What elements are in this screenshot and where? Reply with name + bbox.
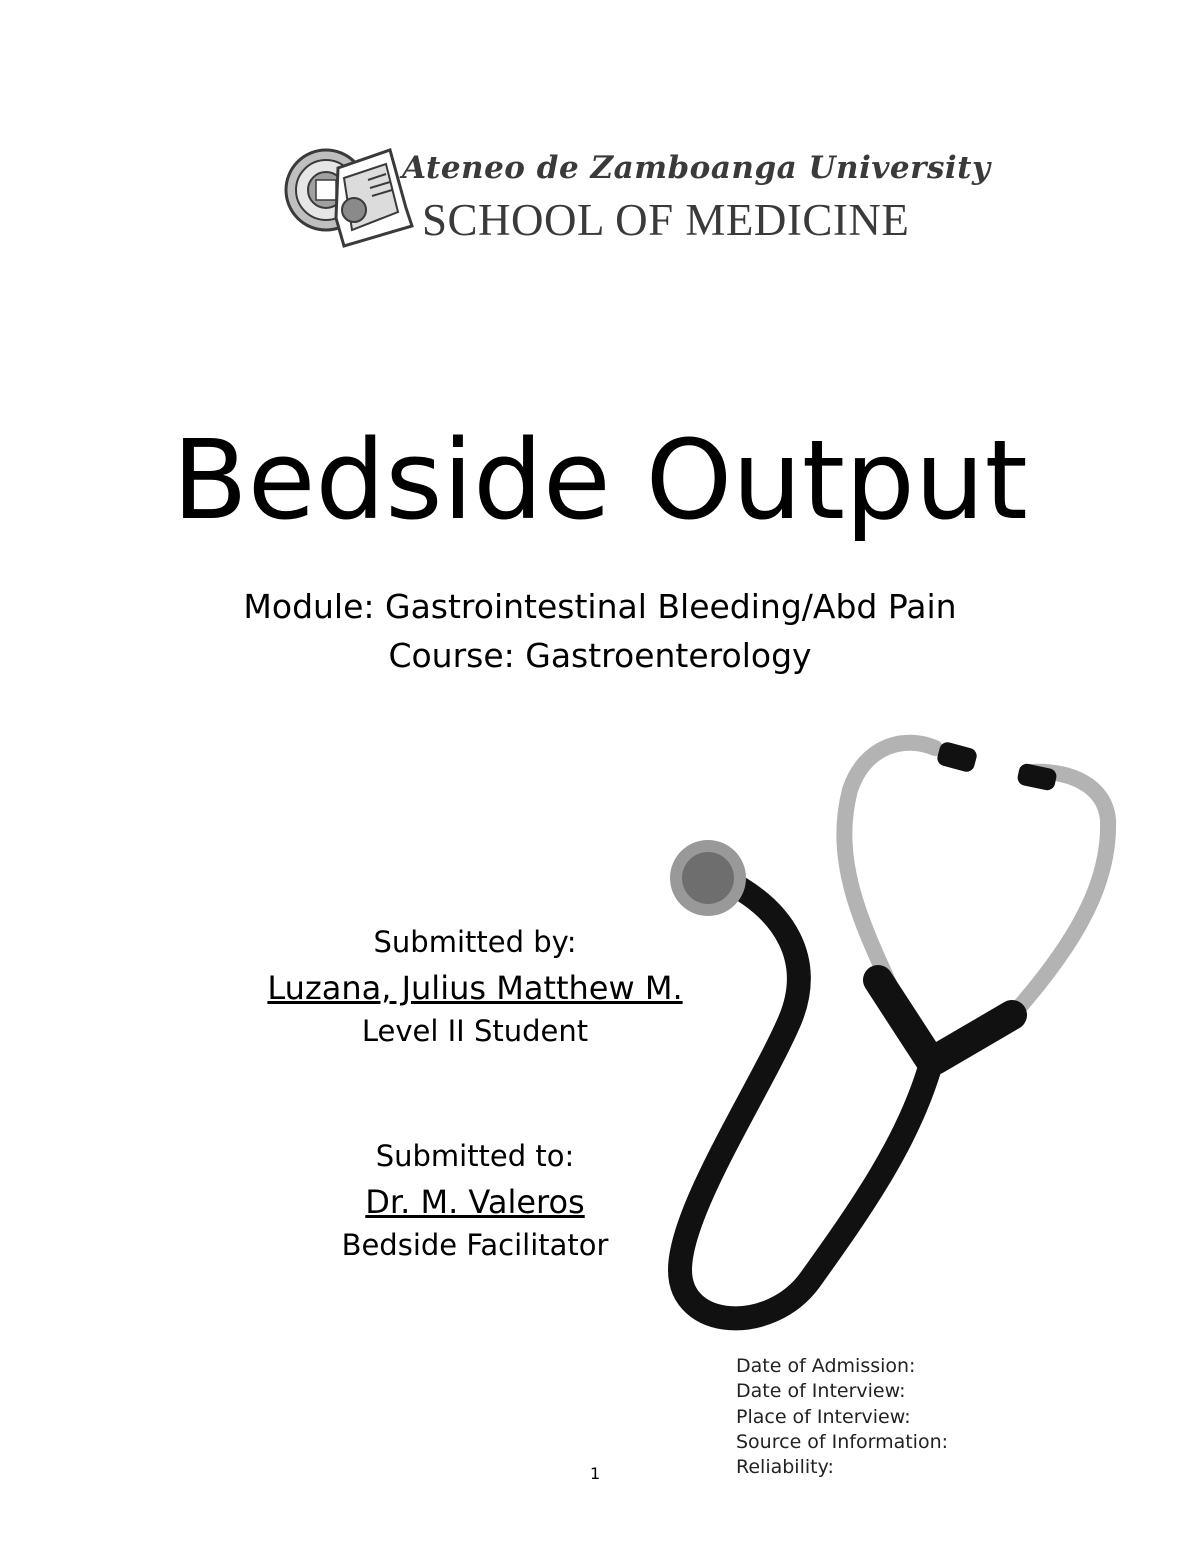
university-name: Ateneo de Zamboanga University	[402, 150, 991, 186]
place-of-interview-label: Place of Interview:	[736, 1405, 911, 1428]
module-line: Module: Gastrointestinal Bleeding/Abd Pain	[243, 587, 957, 626]
stethoscope-icon	[560, 690, 1160, 1410]
date-of-interview-label: Date of Interview:	[736, 1380, 906, 1403]
submitted-to-label: Submitted to:	[375, 1139, 575, 1173]
submitted-by-label: Submitted by:	[373, 925, 577, 959]
submitted-by-name: Luzana, Julius Matthew M.	[267, 969, 683, 1007]
patient-info-fields	[736, 1354, 948, 1480]
page-number: 1	[590, 1464, 601, 1483]
submitted-to-name: Dr. M. Valeros	[365, 1183, 585, 1221]
date-of-admission-label: Date of Admission:	[736, 1355, 916, 1377]
submitted-by-role: Level II Student	[361, 1014, 589, 1048]
submitted-to-role: Bedside Facilitator	[341, 1228, 609, 1262]
document-title: Bedside Output	[172, 416, 1028, 544]
reliability-label: Reliability:	[736, 1456, 834, 1479]
school-seal-logo	[282, 138, 414, 250]
source-of-information-label: Source of Information:	[736, 1430, 949, 1453]
school-name: SCHOOL OF MEDICINE	[422, 195, 910, 245]
course-line: Course: Gastroenterology	[388, 636, 812, 675]
